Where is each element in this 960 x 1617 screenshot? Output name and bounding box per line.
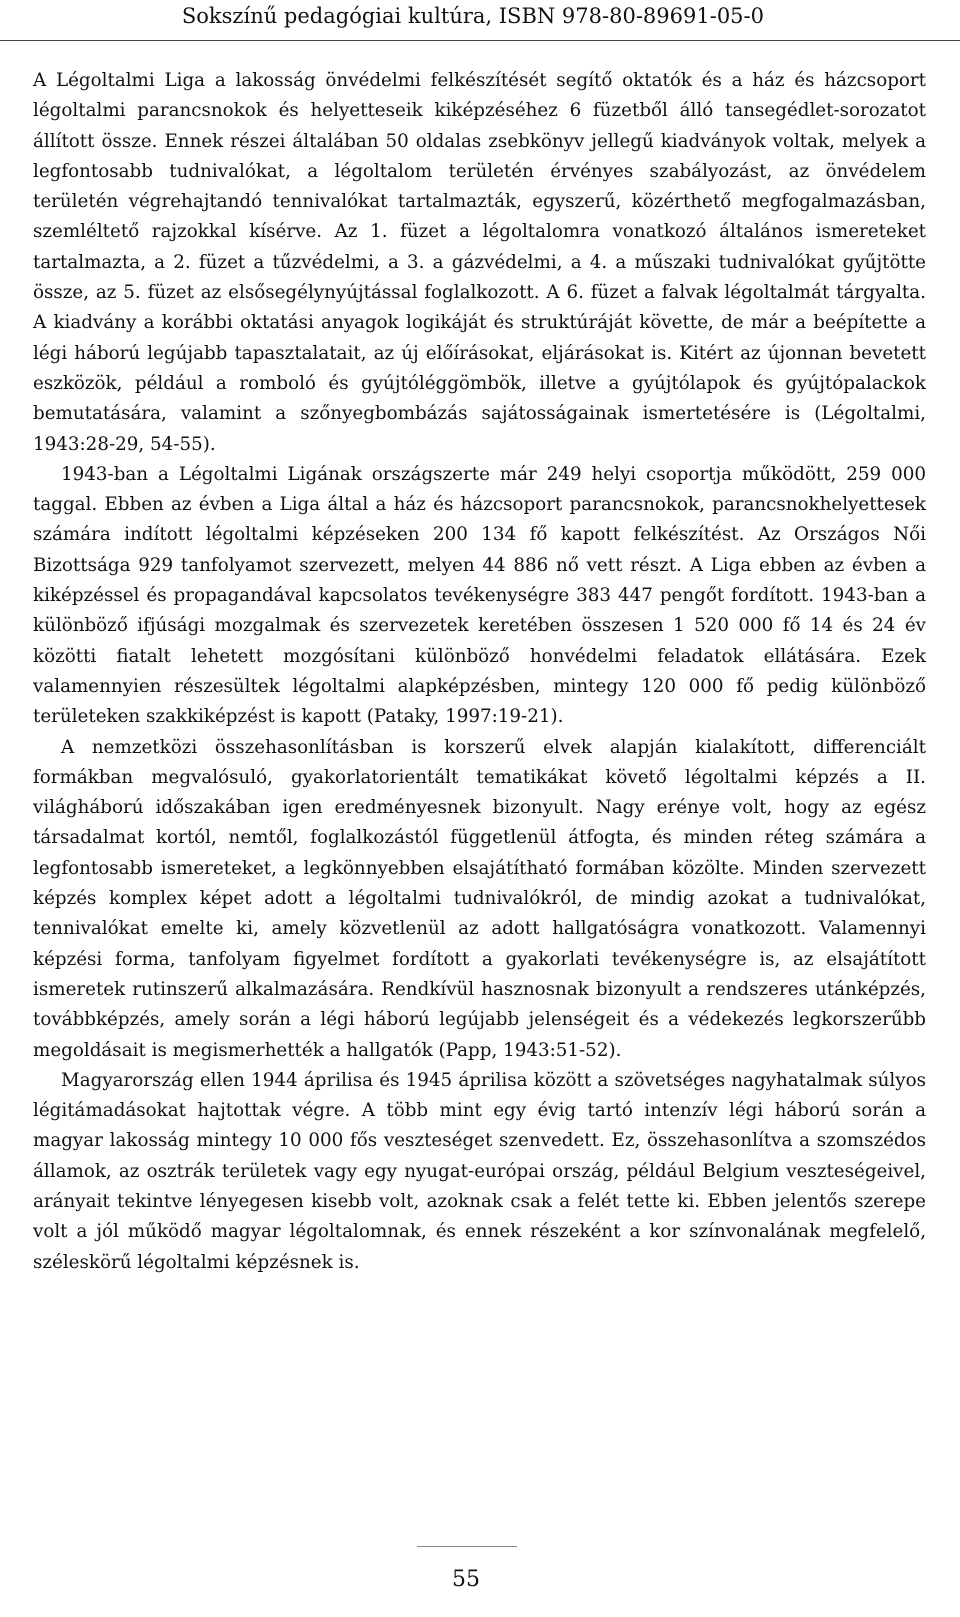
paragraph-4: Magyarország ellen 1944 áprilisa és 1945 áprilisa között a szövetséges nagyhatalmak súlyos légitámadásokat hajtottak végre. A több mint egy évig tartó intenzív légi háború során a magyar lakosság mintegy 10 000 fős veszteséget szenvedett. Ez, összehasonlítva a szomszédos államok, az osztrák területek vagy egy nyugat-európai ország, például Belgium veszteségeivel, arányait tekintve lényegesen kisebb volt, azoknak csak a felét tette ki. Ebben jelentős szerepe volt a jól működő magyar légoltalomnak, és ennek részeként a kor színvonalának megfelelő, széleskörű légoltalmi képzésnek is. xyxy=(33,1069,926,1273)
running-header-title: Sokszínű pedagógiai kultúra, ISBN 978-80-89691-05-0 xyxy=(181,4,764,28)
footer-divider xyxy=(417,1546,517,1547)
page-number: 55 xyxy=(452,1567,480,1592)
running-header xyxy=(0,0,960,41)
paragraph-1: A Légoltalmi Liga a lakosság önvédelmi felkészítését segítő oktatók és a ház és házcsoport légoltalmi parancsnokok és helyetteseik kiképzéséhez 6 füzetből álló tansegédlet-sorozatot állított össze. Ennek részei általában 50 oldalas zsebkönyv jellegű kiadványok voltak, melyek a legfontosabb tudnivalókat, a légoltalom területén érvényes szabályozást, az önvédelem területén végrehajtandó tennivalókat tartalmazták, egyszerű, közérthető megfogalmazásban, szemléltető rajzokkal kísérve. Az 1. füzet a légoltalomra vonatkozó általános ismereteket tartalmazta, a 2. füzet a tűzvédelmi, a 3. a gázvédelmi, a 4. a műszaki tudnivalókat gyűjtötte össze, az 5. füzet az elsősegélynyújtással foglalkozott. A 6. füzet a falvak légoltalmát tárgyalta. A kiadvány a korábbi oktatási anyagok logikáját és struktúráját követte, de már a beépítette a légi háború legújabb tapasztalatait, az új előírásokat, eljárásokat is. Kitért az újonnan bevetett eszközök, például a romboló és gyújtóléggömbök, illetve a gyújtólapok és gyújtópalackok bemutatására, valamint a szőnyegbombázás sajátosságainak ismertetésére is (Légoltalmi, 1943:28-29, 54-55). xyxy=(33,70,926,455)
paragraph-3: A nemzetközi összehasonlításban is korszerű elvek alapján kialakított, differenciált formákban megvalósuló, gyakorlatorientált tematikákat követő légoltalmi képzés a II. világháború időszakában igen eredményesnek bizonyult. Nagy erénye volt, hogy az egész társadalmat kortól, nemtől, foglalkozástól függetlenül átfogta, és minden réteg számára a legfontosabb ismereteket, a legkönnyebben elsajátítható formában közölte. Minden szervezett képzés komplex képet adott a légoltalmi tudnivalókról, de mindig azokat a tudnivalókat, tennivalókat emelte ki, amely közvetlenül az adott hallgatóságra vonatkozott. Valamennyi képzési forma, tanfolyam figyelmet fordított a gyakorlati tevékenységre is, az elsajátított ismeretek rutinszerű alkalmazására. Rendkívül hasznosnak bizonyult a rendszeres utánképzés, továbbképzés, amely során a légi háború legújabb jelenségeit és a védekezés legkorszerűbb megoldásait is megismerhették a hallgatók (Papp, 1943:51-52). xyxy=(33,736,926,1061)
paragraph-2: 1943-ban a Légoltalmi Ligának országszerte már 249 helyi csoportja működött, 259 000 taggal. Ebben az évben a Liga által a ház és házcsoport parancsnokok, parancsnokhelyettesek számára indított légoltalmi képzéseken 200 134 fő kapott felkészítést. Az Országos Női Bizottsága 929 tanfolyamot szervezett, melyen 44 886 nő vett részt. A Liga ebben az évben a kiképzéssel és propagandával kapcsolatos tevékenységre 383 447 pengőt fordított. 1943-ban a különböző ifjúsági mozgalmak és szervezetek keretében összesen 1 520 000 fő 14 és 24 év közötti fiatalt lehetett mozgósítani különböző honvédelmi feladatok ellátására. Ezek valamennyien részesültek légoltalmi alapképzésben, mintegy 120 000 fő pedig különböző területeken szakkiképzést is kapott (Pataky, 1997:19-21). xyxy=(33,463,926,728)
article-body xyxy=(33,66,926,1278)
